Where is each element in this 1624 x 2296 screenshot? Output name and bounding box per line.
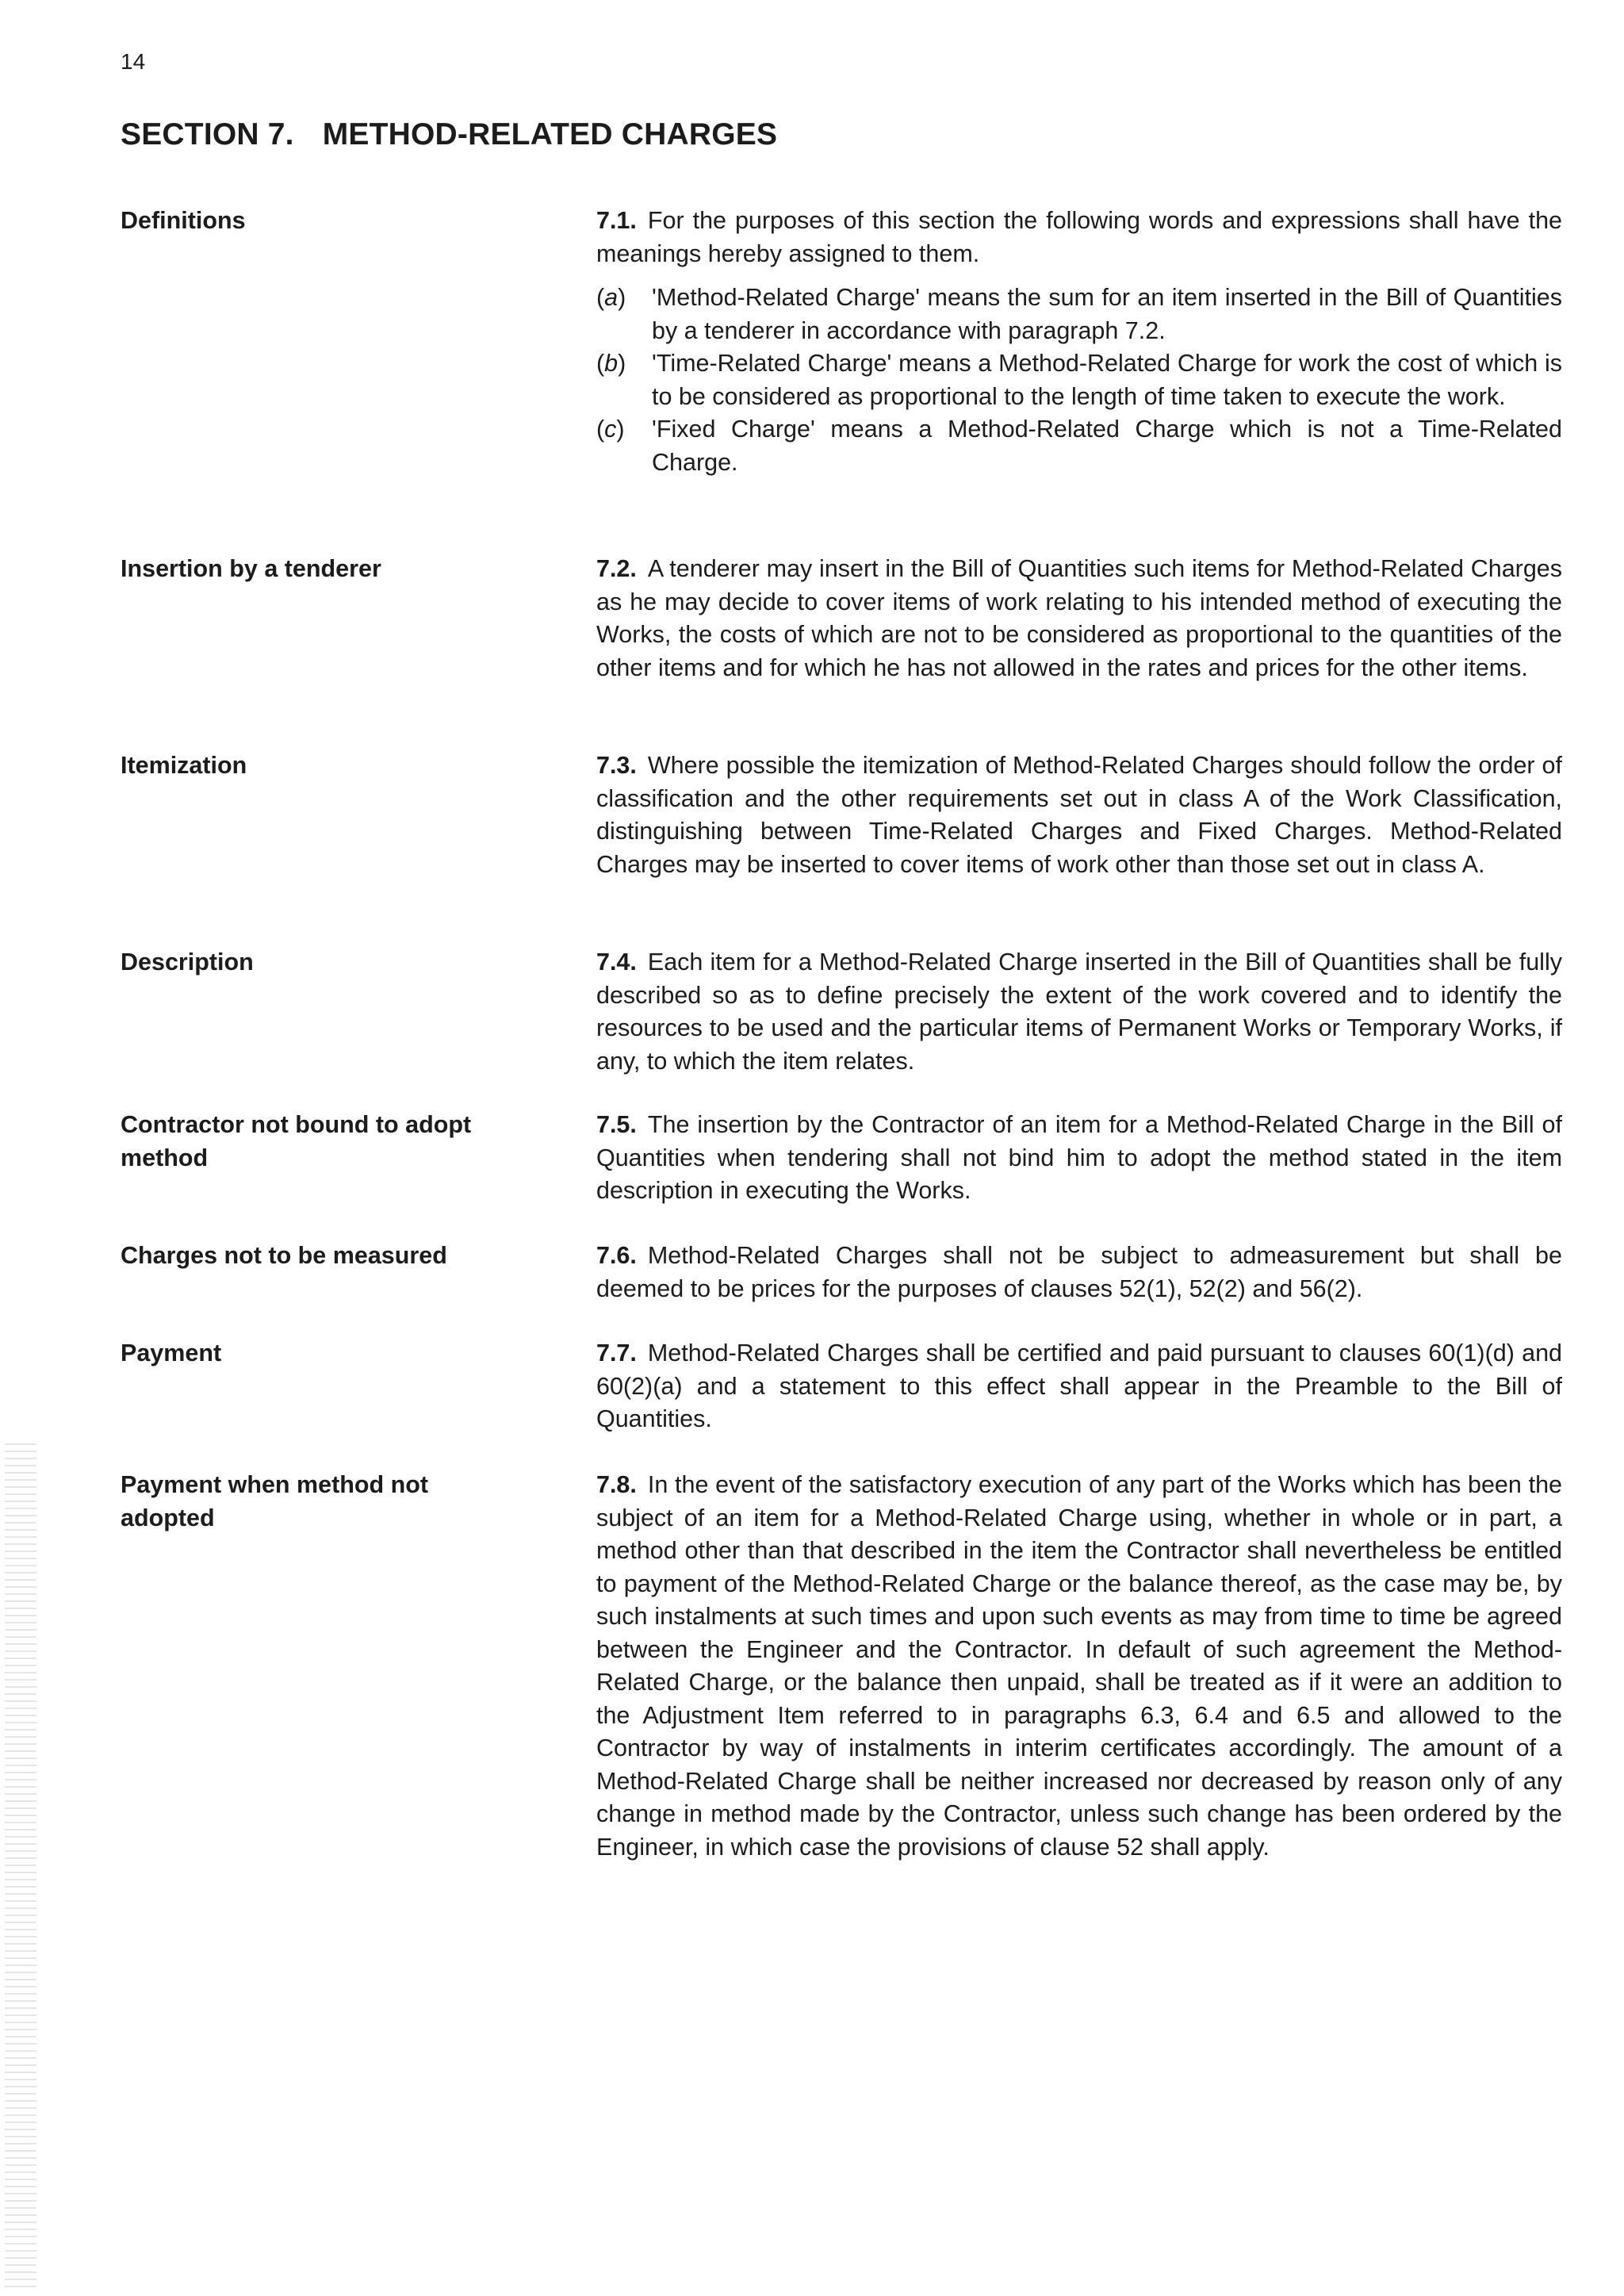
clause-body [596, 749, 1562, 881]
clause-heading: Payment when method not adopted [121, 1471, 429, 1531]
clause-number: 7.1. [596, 207, 637, 234]
clause-number: 7.4. [596, 949, 637, 976]
clause-body [596, 946, 1562, 1078]
definition-label: (a) [596, 284, 626, 311]
clause-text: The insertion by the Contractor of an item for a Method-Related Charge in the Bill of Quantities when tendering shall not bind him to adopt the method stated in the item description in executing the Works. [596, 1111, 1562, 1204]
clause-paragraph [596, 946, 1562, 1078]
clause-heading: Payment [121, 1340, 222, 1366]
clause-paragraph [596, 1469, 1562, 1864]
clause-number: 7.5. [596, 1111, 637, 1138]
definition-text: 'Time-Related Charge' means a Method-Related Charge for work the cost of which is to be considered as proportional to the length of time taken to execute the work. [652, 350, 1562, 410]
clause-text: Each item for a Method-Related Charge inserted in the Bill of Quantities shall be fully described so as to define precisely the extent of the work covered and to identify the resources to be used and the particular items of Permanent Works or Temporary Works, if any, to which the item relates. [596, 949, 1562, 1075]
definition-text: 'Method-Related Charge' means the sum for an item inserted in the Bill of Quantities by a tenderer in accordance with paragraph 7.2. [652, 284, 1562, 344]
clause-paragraph [596, 205, 1562, 270]
clause-text: A tenderer may insert in the Bill of Quantities such items for Method-Related Charges as he may decide to cover items of work relating to his intended method of executing the Works, the costs of which are not to be considered as proportional to the quantities of the other items and for which he has not allowed in the rates and prices for the other items. [596, 555, 1562, 681]
clause-text: Method-Related Charges shall be certified and paid pursuant to clauses 60(1)(d) and 60(2)(a) and a statement to this effect shall appear in the Preamble to the Bill of Quantities. [596, 1340, 1562, 1432]
definition-item [596, 282, 1562, 347]
clause-body [596, 553, 1562, 684]
clause-body [596, 1469, 1562, 1864]
section-label: SECTION 7. [121, 117, 294, 151]
clause-body [596, 1109, 1562, 1208]
definition-label: (c) [596, 416, 625, 443]
clause-number: 7.7. [596, 1340, 637, 1366]
definition-text: 'Fixed Charge' means a Method-Related Charge which is not a Time-Related Charge. [652, 416, 1562, 476]
clause-heading: Definitions [121, 207, 246, 234]
clause-paragraph [596, 1337, 1562, 1436]
page-number: 14 [121, 49, 146, 74]
clause-heading: Contractor not bound to adopt method [121, 1111, 472, 1171]
clause-body [596, 1337, 1562, 1436]
definition-item [596, 347, 1562, 413]
clause-number: 7.3. [596, 752, 637, 779]
clause-text: In the event of the satisfactory execution of any part of the Works which has been the subject of an item for a Method-Related Charge using, whether in whole or in part, a method other than that described in the item the Contractor shall nevertheless be entitled to payment of the Method-Related Charge or the balance thereof, as the case may be, by such instalments at such times and upon such events as may from time to time be agreed between the Engineer and the Contractor. In default of such agreement the Method-Related Charge, or the balance then unpaid, shall be treated as if it were an addition to the Adjustment Item referred to in paragraphs 6.3, 6.4 and 6.5 and allowed to the Contractor by way of instalments in interim certificates accordingly. The amount of a Method-Related Charge shall be neither increased nor decreased by reason only of any change in method made by the Contractor, unless such change has been ordered by the Engineer, in which case the provisions of clause 52 shall apply. [596, 1471, 1562, 1861]
scan-edge-artifact [5, 1443, 36, 2292]
clause-paragraph [596, 1109, 1562, 1208]
definition-item [596, 413, 1562, 479]
clause-number: 7.8. [596, 1471, 637, 1498]
clause-heading: Insertion by a tenderer [121, 555, 381, 582]
clause-heading: Description [121, 949, 254, 976]
definition-label: (b) [596, 350, 626, 377]
clause-text: For the purposes of this section the following words and expressions shall have the meanings hereby assigned to them. [596, 207, 1562, 267]
clause-number: 7.2. [596, 555, 637, 582]
clause-paragraph [596, 749, 1562, 881]
clause-body [596, 205, 1562, 479]
clause-heading: Charges not to be measured [121, 1242, 447, 1269]
clause-number: 7.6. [596, 1242, 637, 1269]
section-title: METHOD-RELATED CHARGES [322, 117, 778, 151]
clause-text: Method-Related Charges shall not be subject to admeasurement but shall be deemed to be prices for the purposes of clauses 52(1), 52(2) and 56(2). [596, 1242, 1562, 1302]
clause-text: Where possible the itemization of Method-Related Charges should follow the order of classification and the other requirements set out in class A of the Work Classification, distinguishing between Time-Related Charges and Fixed Charges. Method-Related Charges may be inserted to cover items of work other than those set out in class A. [596, 752, 1562, 878]
clause-paragraph [596, 1240, 1562, 1305]
definition-list [596, 282, 1562, 479]
clause-paragraph [596, 553, 1562, 684]
section-heading [121, 117, 777, 152]
clause-body [596, 1240, 1562, 1305]
clause-heading: Itemization [121, 752, 247, 779]
